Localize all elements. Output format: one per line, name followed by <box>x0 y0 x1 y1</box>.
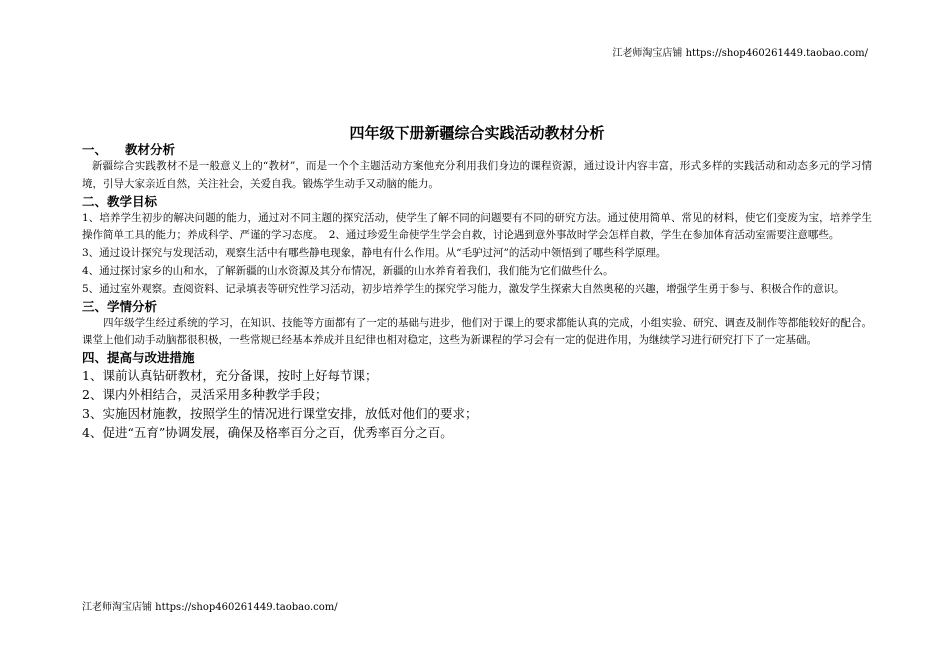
measure-item-1: 1、课前认真钻研教材，充分备课，按时上好每节课； <box>82 368 378 384</box>
section-heading-2: 二、教学目标 <box>82 193 158 209</box>
footer-shop-note: 江老师淘宝店铺 https://shop460261449.taobao.com/ <box>82 602 338 613</box>
goal-item-4: 4、通过探讨家乡的山和水，了解新疆的山水资源及其分布情况，新疆的山水养育着我们，我们能为它们做些什么。 <box>82 264 614 277</box>
goal-item-3: 3、通过设计探究与发现活动，观察生活中有哪些静电现象，静电有什么作用。从“毛驴过河”的活动中领悟到了哪些科学原理。 <box>82 247 667 260</box>
measure-item-4: 4、促进“五育”协调发展，确保及格率百分之百，优秀率百分之百。 <box>82 425 453 441</box>
document-title: 四年级下册新疆综合实践活动教材分析 <box>349 124 605 142</box>
section-number-1: 一、 <box>82 142 108 157</box>
section-paragraph-3: 四年级学生经过系统的学习，在知识、技能等方面都有了一定的基础与进步，他们对于课上的要求都能认真的完成，小组实验、研究、调查及制作等都能较好的配合。课堂上他们动手动脑都很积极，一些常规已经基本养成并且纪律也相对稳定，这些为新课程的学习会有一定的促进作用，为继续学习进行研究打下了一定基础。 <box>82 316 872 347</box>
section-paragraph-1: 新疆综合实践教材不是一般意义上的“教材”，而是一个个主题活动方案他充分利用我们身边的课程资源，通过设计内容丰富，形式多样的实践活动和动态多元的学习情境，引导大家亲近自然，关注社会，关爱自我。锻炼学生动手又动脑的能力。 <box>82 160 872 190</box>
section-title-1: 教材分析 <box>125 142 176 157</box>
section-teaching-goals <box>82 194 872 299</box>
measure-item-3: 3、实施因材施教，按照学生的情况进行课堂安排，放低对他们的要求； <box>82 406 478 422</box>
goal-item-1: 1、培养学生初步的解决问题的能力，通过对不同主题的探究活动，使学生了解不同的问题要有不同的研究方法。通过使用简单、常见的材料，使它们变废为宝，培养学生操作简单工具的能力；养成科学、严谨的学习态度。 2、通过珍爱生命使学生学会自救，讨论遇到意外事故时学会怎样自救，学生在参加体育活动室需要注意哪些。 <box>82 211 872 242</box>
section-heading-3: 三、学情分析 <box>82 298 158 314</box>
document-body <box>82 124 872 442</box>
goal-item-5: 5、通过室外观察。查阅资料、记录填表等研究性学习活动，初步培养学生的探究学习能力，激发学生探索大自然奥秘的兴趣，增强学生勇于参与、积极合作的意识。 <box>82 282 845 295</box>
section-improvement-measures <box>82 350 872 442</box>
header-shop-note: 江老师淘宝店铺 https://shop460261449.taobao.com/ <box>612 48 868 59</box>
section-student-analysis <box>82 299 872 351</box>
section-heading-1 <box>82 142 872 158</box>
section-heading-4: 四、提高与改进措施 <box>82 350 195 366</box>
section-textbook-analysis <box>82 142 872 194</box>
measure-item-2: 2、课内外相结合，灵活采用多种教学手段； <box>82 387 328 403</box>
